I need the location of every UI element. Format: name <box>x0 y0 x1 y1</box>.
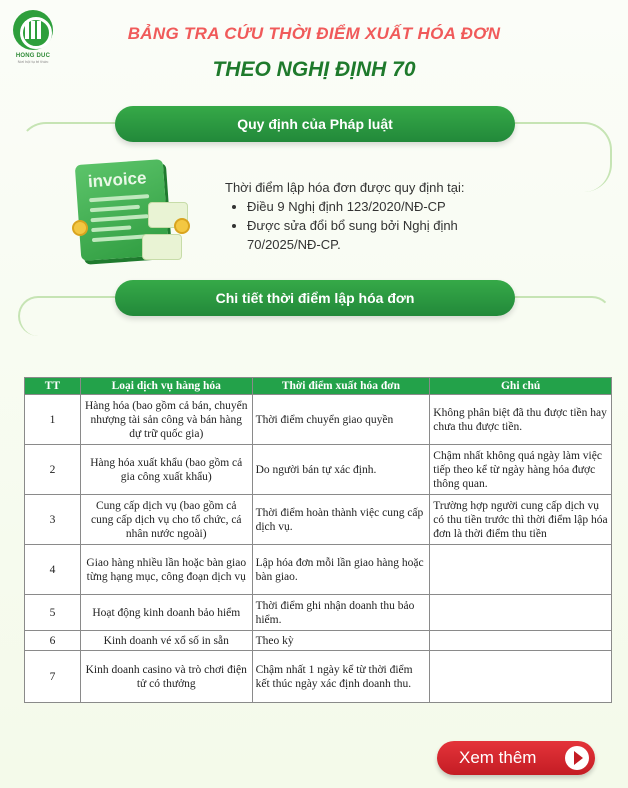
cell-type: Hàng hóa xuất khẩu (bao gồm cả gia công xuất khẩu) <box>80 445 252 495</box>
header-note: Ghi chú <box>430 378 612 395</box>
cell-tt: 2 <box>25 445 81 495</box>
cell-type: Cung cấp dịch vụ (bao gồm cả cung cấp dịch vụ cho tổ chức, cá nhân nước ngoài) <box>80 495 252 545</box>
cell-time: Lập hóa đơn mỗi lần giao hàng hoặc bàn giao. <box>252 545 430 595</box>
cell-tt: 7 <box>25 651 81 703</box>
table-row <box>25 545 612 595</box>
cell-tt: 3 <box>25 495 81 545</box>
see-more-label: Xem thêm <box>459 748 537 767</box>
section-heading-details: Chi tiết thời điểm lập hóa đơn <box>115 280 515 316</box>
coin-icon <box>174 218 190 234</box>
table-row <box>25 631 612 651</box>
cell-note: Chậm nhất không quá ngày làm việc tiếp theo kể từ ngày hàng hóa được thông quan. <box>430 445 612 495</box>
law-intro: Thời điểm lập hóa đơn được quy định tại: <box>225 180 465 195</box>
cell-note <box>430 651 612 703</box>
cell-type: Hàng hóa (bao gồm cả bán, chuyển nhượng tài sản công và bán hàng dự trữ quốc gia) <box>80 395 252 445</box>
cell-time: Thời điểm hoàn thành việc cung cấp dịch vụ. <box>252 495 430 545</box>
play-arrow-icon <box>565 746 589 770</box>
law-item: • Được sửa đổi bổ sung bởi Nghị định 70/2025/NĐ-CP. <box>247 216 525 254</box>
header-type: Loại dịch vụ hàng hóa <box>80 378 252 395</box>
header-tt: TT <box>25 378 81 395</box>
invoice-illustration <box>70 158 190 268</box>
cell-note <box>430 545 612 595</box>
header-time: Thời điểm xuất hóa đơn <box>252 378 430 395</box>
logo-tagline: Nơi hội tụ tri thức <box>17 59 49 64</box>
cell-note: Không phân biệt đã thu được tiền hay chưa thu được tiền. <box>430 395 612 445</box>
cell-time: Chậm nhất 1 ngày kể từ thời điểm kết thúc ngày xác định doanh thu. <box>252 651 430 703</box>
page-subtitle: THEO NGHỊ ĐỊNH 70 <box>212 58 416 81</box>
table-row <box>25 595 612 631</box>
table-header-row <box>25 378 612 395</box>
invoice-timing-table <box>24 377 612 703</box>
table-row <box>25 651 612 703</box>
cell-note <box>430 595 612 631</box>
cell-type: Kinh doanh casino và trò chơi điện tử có thưởng <box>80 651 252 703</box>
cell-tt: 1 <box>25 395 81 445</box>
cell-time: Do người bán tự xác định. <box>252 445 430 495</box>
table-row <box>25 395 612 445</box>
see-more-button[interactable] <box>437 741 595 775</box>
cell-tt: 5 <box>25 595 81 631</box>
cell-time: Theo kỳ <box>252 631 430 651</box>
law-item: • Điều 9 Nghị định 123/2020/NĐ-CP <box>247 197 525 216</box>
table-row <box>25 445 612 495</box>
coin-icon <box>72 220 88 236</box>
cell-tt: 4 <box>25 545 81 595</box>
page-title: BẢNG TRA CỨU THỜI ĐIỂM XUẤT HÓA ĐƠN <box>127 24 501 43</box>
cell-time: Thời điểm chuyển giao quyền <box>252 395 430 445</box>
cell-type: Giao hàng nhiều lần hoặc bàn giao từng hạng mục, công đoạn dịch vụ <box>80 545 252 595</box>
law-reference <box>225 178 525 254</box>
section-heading-law: Quy định của Pháp luật <box>115 106 515 142</box>
table-row <box>25 495 612 545</box>
invoice-label: invoice <box>87 168 148 192</box>
cell-type: Hoạt động kinh doanh bảo hiểm <box>80 595 252 631</box>
cell-tt: 6 <box>25 631 81 651</box>
law-list <box>225 197 525 254</box>
cell-time: Thời điểm ghi nhận doanh thu bảo hiểm. <box>252 595 430 631</box>
cell-note: Trường hợp người cung cấp dịch vụ có thu tiền trước thì thời điểm lập hóa đơn là thời điểm thu tiền <box>430 495 612 545</box>
money-card-icon <box>142 234 182 260</box>
cell-note <box>430 631 612 651</box>
cell-type: Kinh doanh vé xổ số in sẵn <box>80 631 252 651</box>
logo-name: HONG DUC <box>15 53 51 59</box>
